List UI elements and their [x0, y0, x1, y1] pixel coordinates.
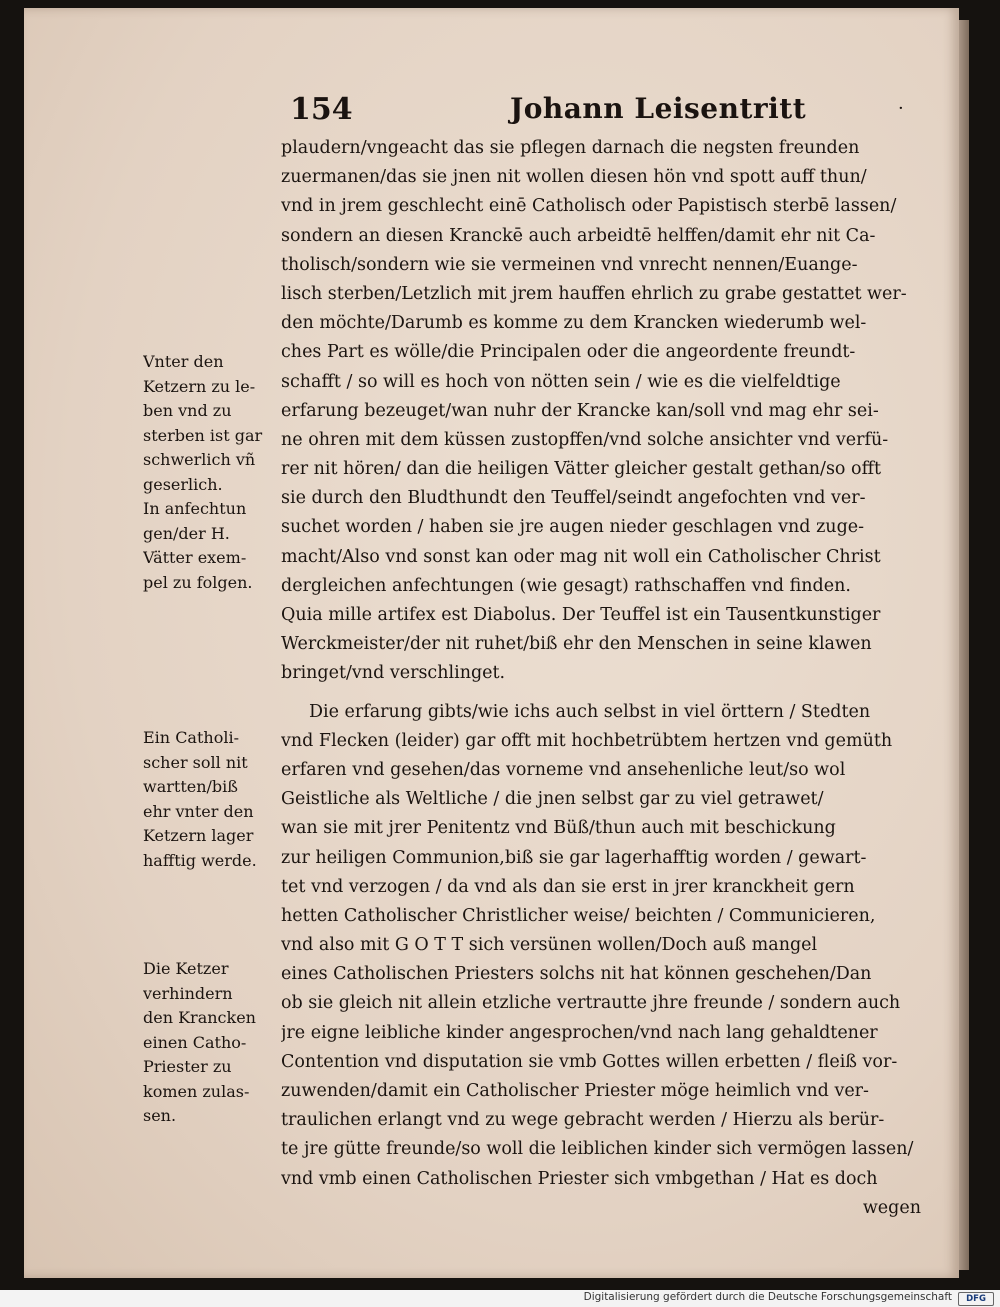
margin-note-line: Ketzern lager: [143, 826, 254, 845]
text-line: te jre gütte freunde/so woll die leiblichen kinder sich vermögen lassen/: [281, 1139, 914, 1160]
margin-note-line: einen Catho-: [143, 1032, 247, 1052]
catchword: wegen: [862, 1197, 921, 1218]
text-line: vnd also mit G O T T sich versünen wollen/Doch auß mangel: [281, 935, 818, 956]
margin-note-line: sen.: [143, 1106, 177, 1125]
text-line: dergleichen anfechtungen (wie gesagt) rathschaffen vnd finden.: [281, 575, 851, 596]
margin-note-heretics-living: [143, 350, 279, 595]
text-line: eines Catholischen Priesters solchs nit hat können geschehen/Dan: [281, 964, 872, 985]
dfg-logo: DFG: [958, 1292, 994, 1306]
text-line: plaudern/vngeacht das sie pflegen darnach die negsten freunden: [281, 138, 860, 158]
text-line: ches Part es wölle/die Principalen oder die angeordente freundt-: [281, 342, 856, 363]
text-line: sondern an diesen Kranckē auch arbeidtē helffen/damit ehr nit Ca-: [281, 225, 876, 246]
margin-note-line: pel zu folgen.: [143, 572, 253, 592]
margin-note-line: Ketzern zu le-: [143, 376, 256, 396]
text-line: Geistliche als Weltliche / die jnen selbst gar zu viel getrawet/: [281, 789, 824, 810]
paragraph-gap: [281, 689, 921, 698]
text-line: Contention vnd disputation sie vmb Gottes willen erbetten / fleiß vor-: [281, 1051, 898, 1072]
text-line: tholisch/sondern wie sie vermeinen vnd vnrecht nennen/Euange-: [281, 254, 858, 275]
text-line: ne ohren mit dem küssen zustopffen/vnd solche ansichter vnd verfü-: [281, 429, 889, 450]
margin-note-heretics-hinder: [143, 957, 279, 1129]
text-line: Die erfarung gibts/wie ichs auch selbst in viel örttern / Stedten: [309, 701, 871, 722]
text-line: suchet worden / haben sie jre augen nieder geschlagen vnd zuge-: [281, 517, 865, 538]
running-title: Johann Leisentritt: [510, 92, 807, 125]
margin-note-line: wartten/biß: [143, 777, 238, 796]
text-line: zuermanen/das sie jnen nit wollen diesen hön vnd spott auff thun/: [281, 167, 867, 188]
text-line: vnd vmb einen Catholischen Priester sich vmbgethan / Hat es doch: [281, 1168, 878, 1189]
text-line: macht/Also vnd sonst kan oder mag nit woll ein Catholischer Christ: [281, 546, 881, 567]
text-line: wan sie mit jrer Penitentz vnd Büß/thun auch mit beschickung: [281, 818, 836, 839]
text-line: erfarung bezeuget/wan nuhr der Krancke kan/soll vnd mag ehr sei-: [281, 400, 879, 421]
margin-note-line: geserlich.: [143, 474, 223, 494]
margin-note-line: Vätter exem-: [143, 548, 247, 567]
text-line: vnd Flecken (leider) gar offt mit hochbetrübtem hertzen vnd gemüth: [281, 730, 893, 751]
margin-note-line: gen/der H.: [143, 523, 230, 543]
text-line: zur heiligen Communion,biß sie gar lagerhafftig worden / gewart-: [281, 847, 867, 868]
margin-note-line: Vnter den: [143, 352, 224, 371]
footer-credit: Digitalisierung gefördert durch die Deutsche Forschungsgemeinschaft: [583, 1291, 952, 1303]
margin-note-line: In anfechtun: [143, 499, 247, 518]
margin-note-line: schwerlich vñ: [143, 450, 256, 469]
text-line: sie durch den Bludthundt den Teuffel/seindt angefochten vnd ver-: [281, 488, 866, 509]
text-line: tet vnd verzogen / da vnd als dan sie erst in jrer kranckheit gern: [281, 876, 855, 897]
margin-note-line: den Krancken: [143, 1008, 256, 1027]
margin-note-line: Priester zu: [143, 1057, 232, 1076]
text-line: ob sie gleich nit allein etzliche vertrautte jhre freunde / sondern auch: [281, 993, 901, 1014]
text-line: zuwenden/damit ein Catholischer Priester möge heimlich vnd ver-: [281, 1081, 869, 1101]
body-text: [281, 134, 921, 1223]
margin-note-line: ben vnd zu: [143, 401, 232, 420]
header-mark: ·: [898, 98, 904, 119]
text-line: den möchte/Darumb es komme zu dem Krancken wiederumb wel-: [281, 313, 867, 334]
margin-note-line: komen zulas-: [143, 1081, 250, 1101]
text-line: jre eigne leibliche kinder angesprochen/vnd nach lang gehaldtener: [281, 1022, 878, 1043]
margin-note-line: hafftig werde.: [143, 850, 257, 870]
page-header: [290, 92, 930, 132]
text-line: hetten Catholischer Christlicher weise/ beichten / Communicieren,: [281, 905, 876, 926]
margin-note-catholic-waiting: [143, 726, 279, 873]
text-line: rer nit hören/ dan die heiligen Vätter gleicher gestalt gethan/so offt: [281, 459, 882, 480]
page-number: 154: [290, 92, 353, 127]
text-line: traulichen erlangt vnd zu wege gebracht werden / Hierzu als berür-: [281, 1110, 885, 1131]
text-line: Werckmeister/der nit ruhet/biß ehr den Menschen in seine klawen: [281, 634, 872, 655]
text-line: lisch sterben/Letzlich mit jrem hauffen ehrlich zu grabe gestattet wer-: [281, 283, 907, 304]
text-line: Quia mille artifex est Diabolus. Der Teuffel ist ein Tausentkunstiger: [281, 605, 881, 625]
margin-note-line: Ein Catholi-: [143, 728, 239, 747]
text-line: bringet/vnd verschlinget.: [281, 663, 506, 684]
margin-note-line: scher soll nit: [143, 752, 248, 772]
text-line: schafft / so will es hoch von nötten sein / wie es die vielfeldtige: [281, 371, 841, 392]
footer-bar: [0, 1290, 1000, 1307]
text-line: vnd in jrem geschlecht einē Catholisch oder Papistisch sterbē lassen/: [281, 196, 897, 217]
margin-note-line: Die Ketzer: [143, 959, 229, 978]
margin-note-line: verhindern: [143, 983, 233, 1003]
margin-note-line: sterben ist gar: [143, 425, 263, 445]
text-line: erfaren vnd gesehen/das vorneme vnd ansehenliche leut/so wol: [281, 759, 846, 780]
margin-note-line: ehr vnter den: [143, 801, 254, 821]
